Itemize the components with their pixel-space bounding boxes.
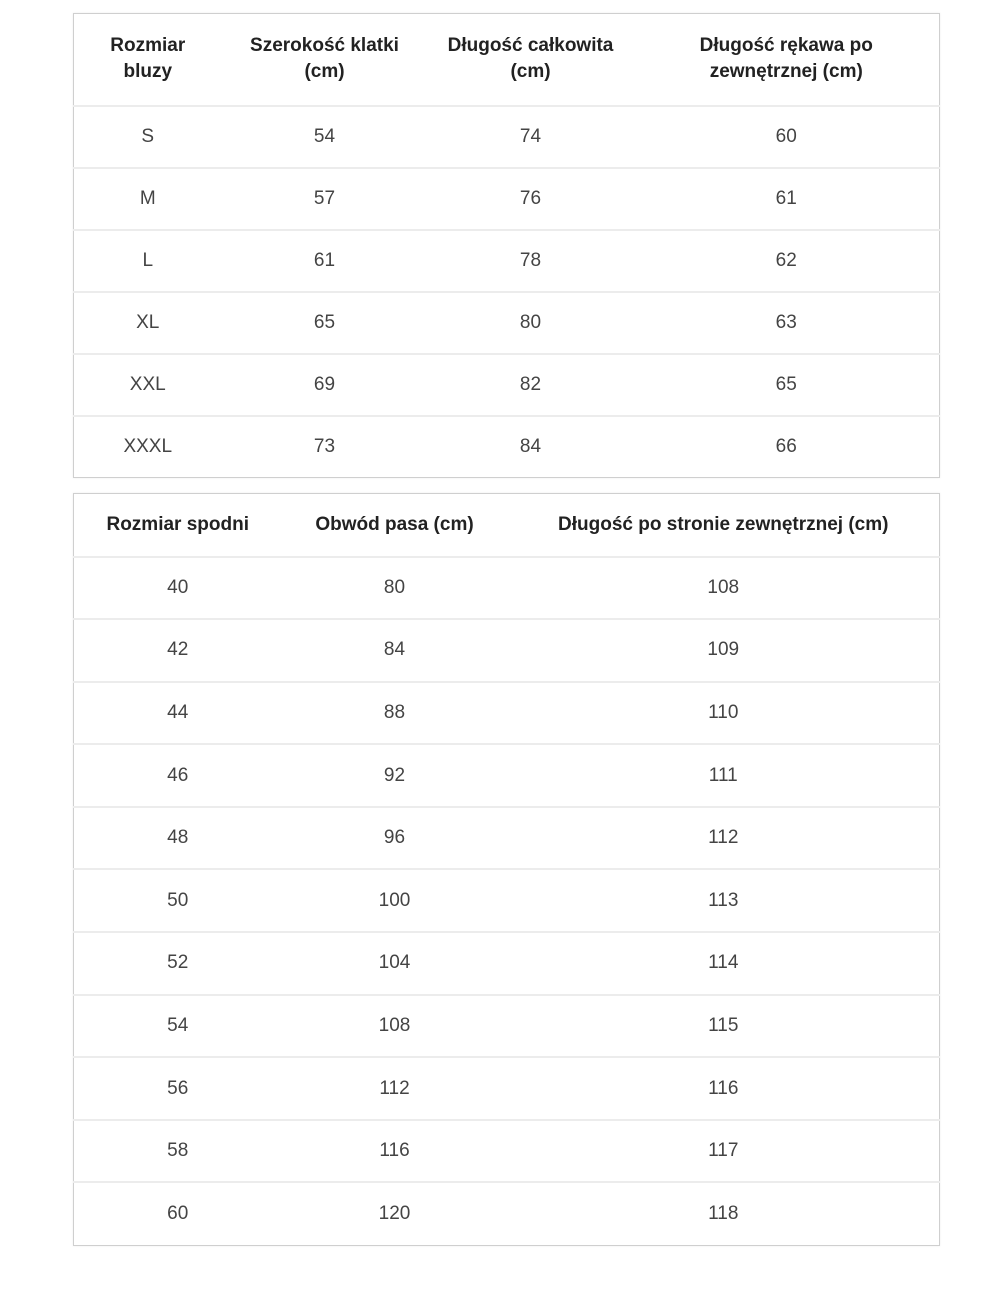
sleeve-length-cell: 65 — [634, 354, 940, 416]
pants-size-cell: 52 — [74, 932, 282, 995]
table-row — [74, 744, 940, 807]
pants-table-header — [74, 494, 940, 557]
size-cell: XL — [74, 292, 222, 354]
pants-size-cell: 48 — [74, 807, 282, 870]
table-row — [74, 416, 940, 478]
header-outer-length: Długość po stronie zewnętrznej (cm) — [508, 494, 940, 557]
total-length-cell: 84 — [519, 435, 542, 457]
outer-length-cell: 113 — [508, 869, 940, 932]
waist-cell: 112 — [282, 1057, 508, 1120]
outer-length-cell: 115 — [508, 995, 940, 1058]
waist-cell: 84 — [282, 619, 508, 682]
waist-cell: 88 — [282, 682, 508, 745]
waist-cell: 108 — [282, 995, 508, 1058]
pants-size-table — [73, 493, 940, 1246]
hoodie-table-header — [74, 14, 940, 106]
waist-cell: 80 — [282, 557, 508, 620]
size-cell: M — [74, 168, 222, 230]
pants-size-cell: 58 — [74, 1120, 282, 1183]
table-row — [74, 932, 940, 995]
waist-cell: 120 — [378, 1202, 411, 1224]
table-row — [74, 1057, 940, 1120]
header-row — [74, 14, 940, 106]
pants-size-cell: 40 — [74, 557, 282, 620]
outer-length-cell: 110 — [508, 682, 940, 745]
header-sleeve-length: Długość rękawa po zewnętrznej (cm) — [634, 14, 940, 106]
pants-size-cell: 42 — [74, 619, 282, 682]
sleeve-length-cell: 60 — [634, 106, 940, 168]
table-row — [74, 1182, 940, 1245]
header-waist: Obwód pasa (cm) — [282, 494, 508, 557]
size-cell: XXL — [74, 354, 222, 416]
total-length-cell: 82 — [428, 354, 634, 416]
outer-length-cell: 112 — [508, 807, 940, 870]
total-length-cell: 80 — [428, 292, 634, 354]
chest-width-cell: 57 — [222, 168, 428, 230]
waist-cell: 100 — [282, 869, 508, 932]
outer-length-cell: 109 — [508, 619, 940, 682]
outer-length-cell: 114 — [508, 932, 940, 995]
chest-width-cell: 54 — [222, 106, 428, 168]
table-row — [74, 682, 940, 745]
table-row — [74, 807, 940, 870]
pants-size-cell: 60 — [167, 1202, 189, 1224]
chest-width-cell: 73 — [313, 435, 336, 457]
header-row — [74, 494, 940, 557]
size-cell: S — [74, 106, 222, 168]
header-size: Rozmiar bluzy — [74, 14, 222, 106]
table-row — [74, 995, 940, 1058]
hoodie-table-body — [74, 106, 940, 478]
outer-length-cell: 117 — [508, 1120, 940, 1183]
pants-size-cell: 44 — [74, 682, 282, 745]
table-row — [74, 1120, 940, 1183]
table-row — [74, 619, 940, 682]
header-pants-size: Rozmiar spodni — [74, 494, 282, 557]
total-length-cell: 78 — [428, 230, 634, 292]
header-chest-width: Szerokość klatki (cm) — [222, 14, 428, 106]
waist-cell: 104 — [282, 932, 508, 995]
sleeve-length-cell: 63 — [634, 292, 940, 354]
table-row — [74, 354, 940, 416]
chest-width-cell: 61 — [222, 230, 428, 292]
sleeve-length-cell: 61 — [634, 168, 940, 230]
outer-length-cell: 111 — [508, 744, 940, 807]
waist-cell: 92 — [282, 744, 508, 807]
sleeve-length-cell: 62 — [634, 230, 940, 292]
table-row — [74, 106, 940, 168]
table-row — [74, 168, 940, 230]
total-length-cell: 74 — [428, 106, 634, 168]
table-row — [74, 557, 940, 620]
sleeve-length-cell: 66 — [775, 435, 797, 457]
pants-size-cell: 56 — [74, 1057, 282, 1120]
header-total-length: Długość całkowita (cm) — [428, 14, 634, 106]
pants-size-cell: 46 — [74, 744, 282, 807]
waist-cell: 116 — [282, 1120, 508, 1183]
pants-size-cell: 50 — [74, 869, 282, 932]
chest-width-cell: 65 — [222, 292, 428, 354]
chest-width-cell: 69 — [222, 354, 428, 416]
size-cell: XXXL — [123, 435, 173, 457]
table-row — [74, 230, 940, 292]
outer-length-cell: 118 — [708, 1202, 739, 1224]
total-length-cell: 76 — [428, 168, 634, 230]
hoodie-size-table — [73, 13, 940, 478]
pants-table-body — [74, 557, 940, 1246]
size-cell: L — [74, 230, 222, 292]
waist-cell: 96 — [282, 807, 508, 870]
table-row — [74, 869, 940, 932]
pants-size-cell: 54 — [74, 995, 282, 1058]
outer-length-cell: 116 — [508, 1057, 940, 1120]
table-row — [74, 292, 940, 354]
outer-length-cell: 108 — [508, 557, 940, 620]
